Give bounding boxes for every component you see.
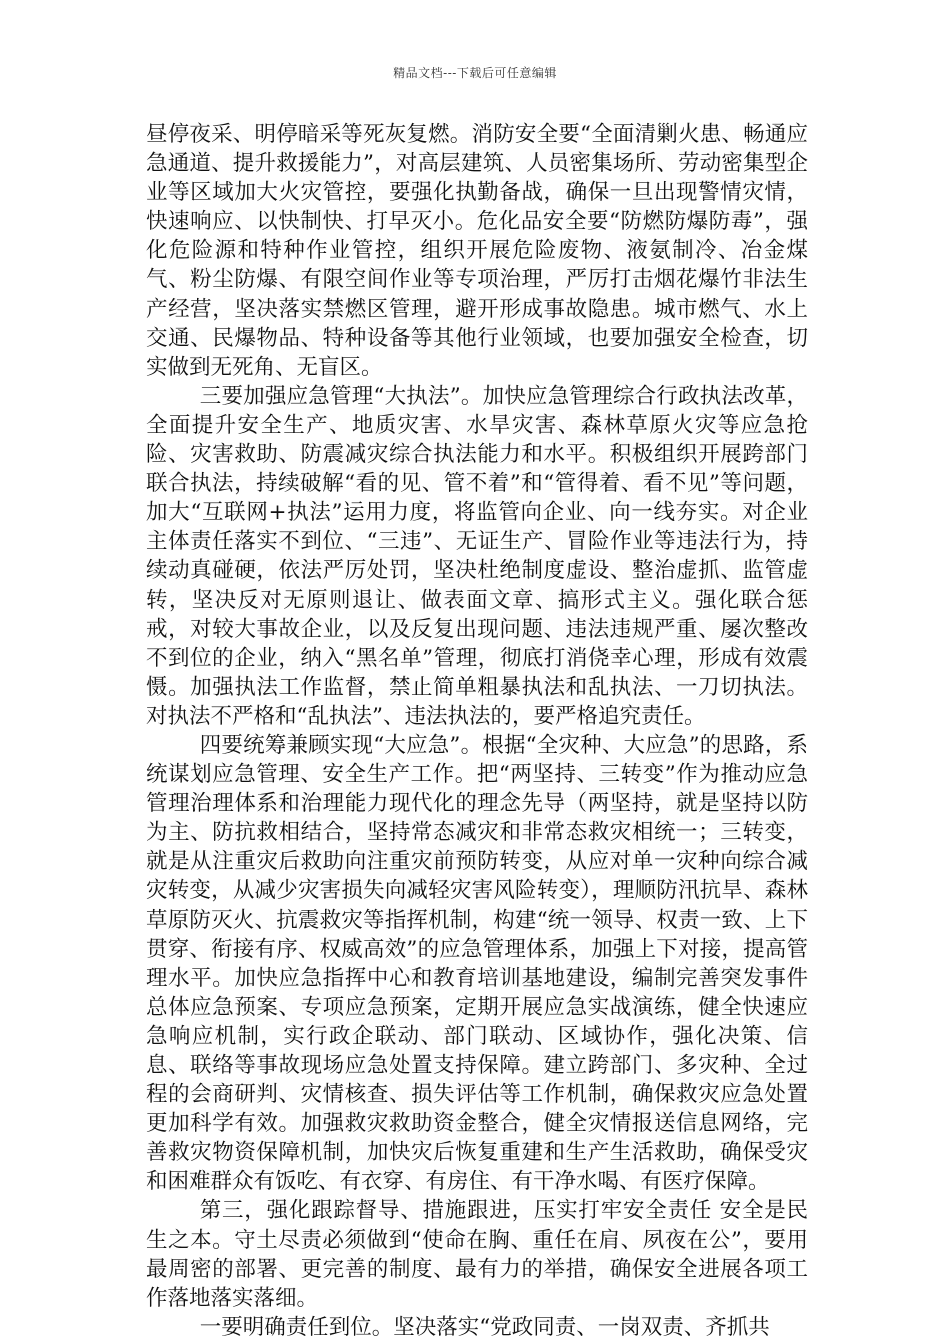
paragraph-responsibility: 一要明确责任到位。坚决落实“党政同责、一岗双责、齐抓共 bbox=[199, 1314, 770, 1340]
document-body bbox=[146, 120, 808, 1342]
paragraph-continuation: 昼停夜采、明停暗采等死灰复燃。消防安全要“全面清剿火患、畅通应急通道、提升救援能力”，对高层建筑、人员密集场所、劳动密集型企业等区域加大火灾管控，要强化执勤备战，确保一旦出现警情灾情，快速响应、以快制快、打早灭小。危化品安全要“防燃防爆防毒”，强化危险源和特种作业管控，组织开展危险废物、液氨制冷、冶金煤气、粉尘防爆、有限空间作业等专项治理，严厉打击烟花爆竹非法生产经营，坚决落实禁燃区管理，避开形成事故隐患。城市燃气、水上交通、民爆物品、特种设备等其他行业领域，也要加强安全检查，切实做到无死角、无盲区。 bbox=[146, 122, 808, 380]
paragraph-section-three: 第三，强化跟踪督导、措施跟进，压实打牢安全责任 安全是民生之本。守土尽责必须做到“使命在胸、重任在肩、夙夜在公”，要用最周密的部署、更完善的制度、最有力的举措，确保安全进展各项工作落地落实落细。 bbox=[146, 1198, 808, 1311]
paragraph-enforcement: 三要加强应急管理“大执法”。加快应急管理综合行政执法改革，全面提升安全生产、地质灾害、水旱灾害、森林草原火灾等应急抢险、灾害救助、防震减灾综合执法能力和水平。积极组织开展跨部门联合执法，持续破解“看的见、管不着”和“管得着、看不见”等问题，加大“互联网+执法”运用力度，将监管向企业、向一线夯实。对企业主体责任落实不到位、“三违”、无证生产、冒险作业等违法行为，持续动真碰硬，依法严厉处罚，坚决杜绝制度虚设、整治虚抓、监管虚转，坚决反对无原则退让、做表面文章、搞形式主义。强化联合惩戒，对较大事故企业，以及反复出现问题、违法违规严重、屡次整改不到位的企业，纳入“黑名单”管理，彻底打消侥幸心理，形成有效震慑。加强执法工作监督，禁止简单粗暴执法和乱执法、一刀切执法。对执法不严格和“乱执法”、违法执法的，要严格追究责任。 bbox=[146, 383, 808, 729]
paragraph-emergency: 四要统筹兼顾实现“大应急”。根据“全灾种、大应急”的思路，系统谋划应急管理、安全生产工作。把“两坚持、三转变”作为推动应急管理治理体系和治理能力现代化的理念先导（两坚持，就是坚持以防为主、防抗救相结合，坚持常态减灾和非常态救灾相统一；三转变，就是从注重灾后救助向注重灾前预防转变，从应对单一灾种向综合减灾转变，从减少灾害损失向减轻灾害风险转变），理顺防汛抗旱、森林草原防灭火、抗震救灾等指挥机制，构建“统一领导、权责一致、上下贯穿、衔接有序、权威高效”的应急管理体系，加强上下对接，提高管理水平。加快应急指挥中心和教育培训基地建设，编制完善突发事件总体应急预案、专项应急预案，定期开展应急实战演练，健全快速应急响应机制，实行政企联动、部门联动、区域协作，强化决策、信息、联络等事故现场应急处置支持保障。建立跨部门、多灾种、全过程的会商研判、灾情核查、损失评估等工作机制，确保救灾应急处置更加科学有效。加强救灾救助资金整合，健全灾情报送信息网络，完善救灾物资保障机制，加快灾后恢复重建和生产生活救助，确保受灾和困难群众有饭吃、有衣穿、有房住、有干净水喝、有医疗保障。 bbox=[146, 732, 808, 1195]
page-header: 精品文档---下载后可任意编辑 bbox=[393, 66, 557, 80]
